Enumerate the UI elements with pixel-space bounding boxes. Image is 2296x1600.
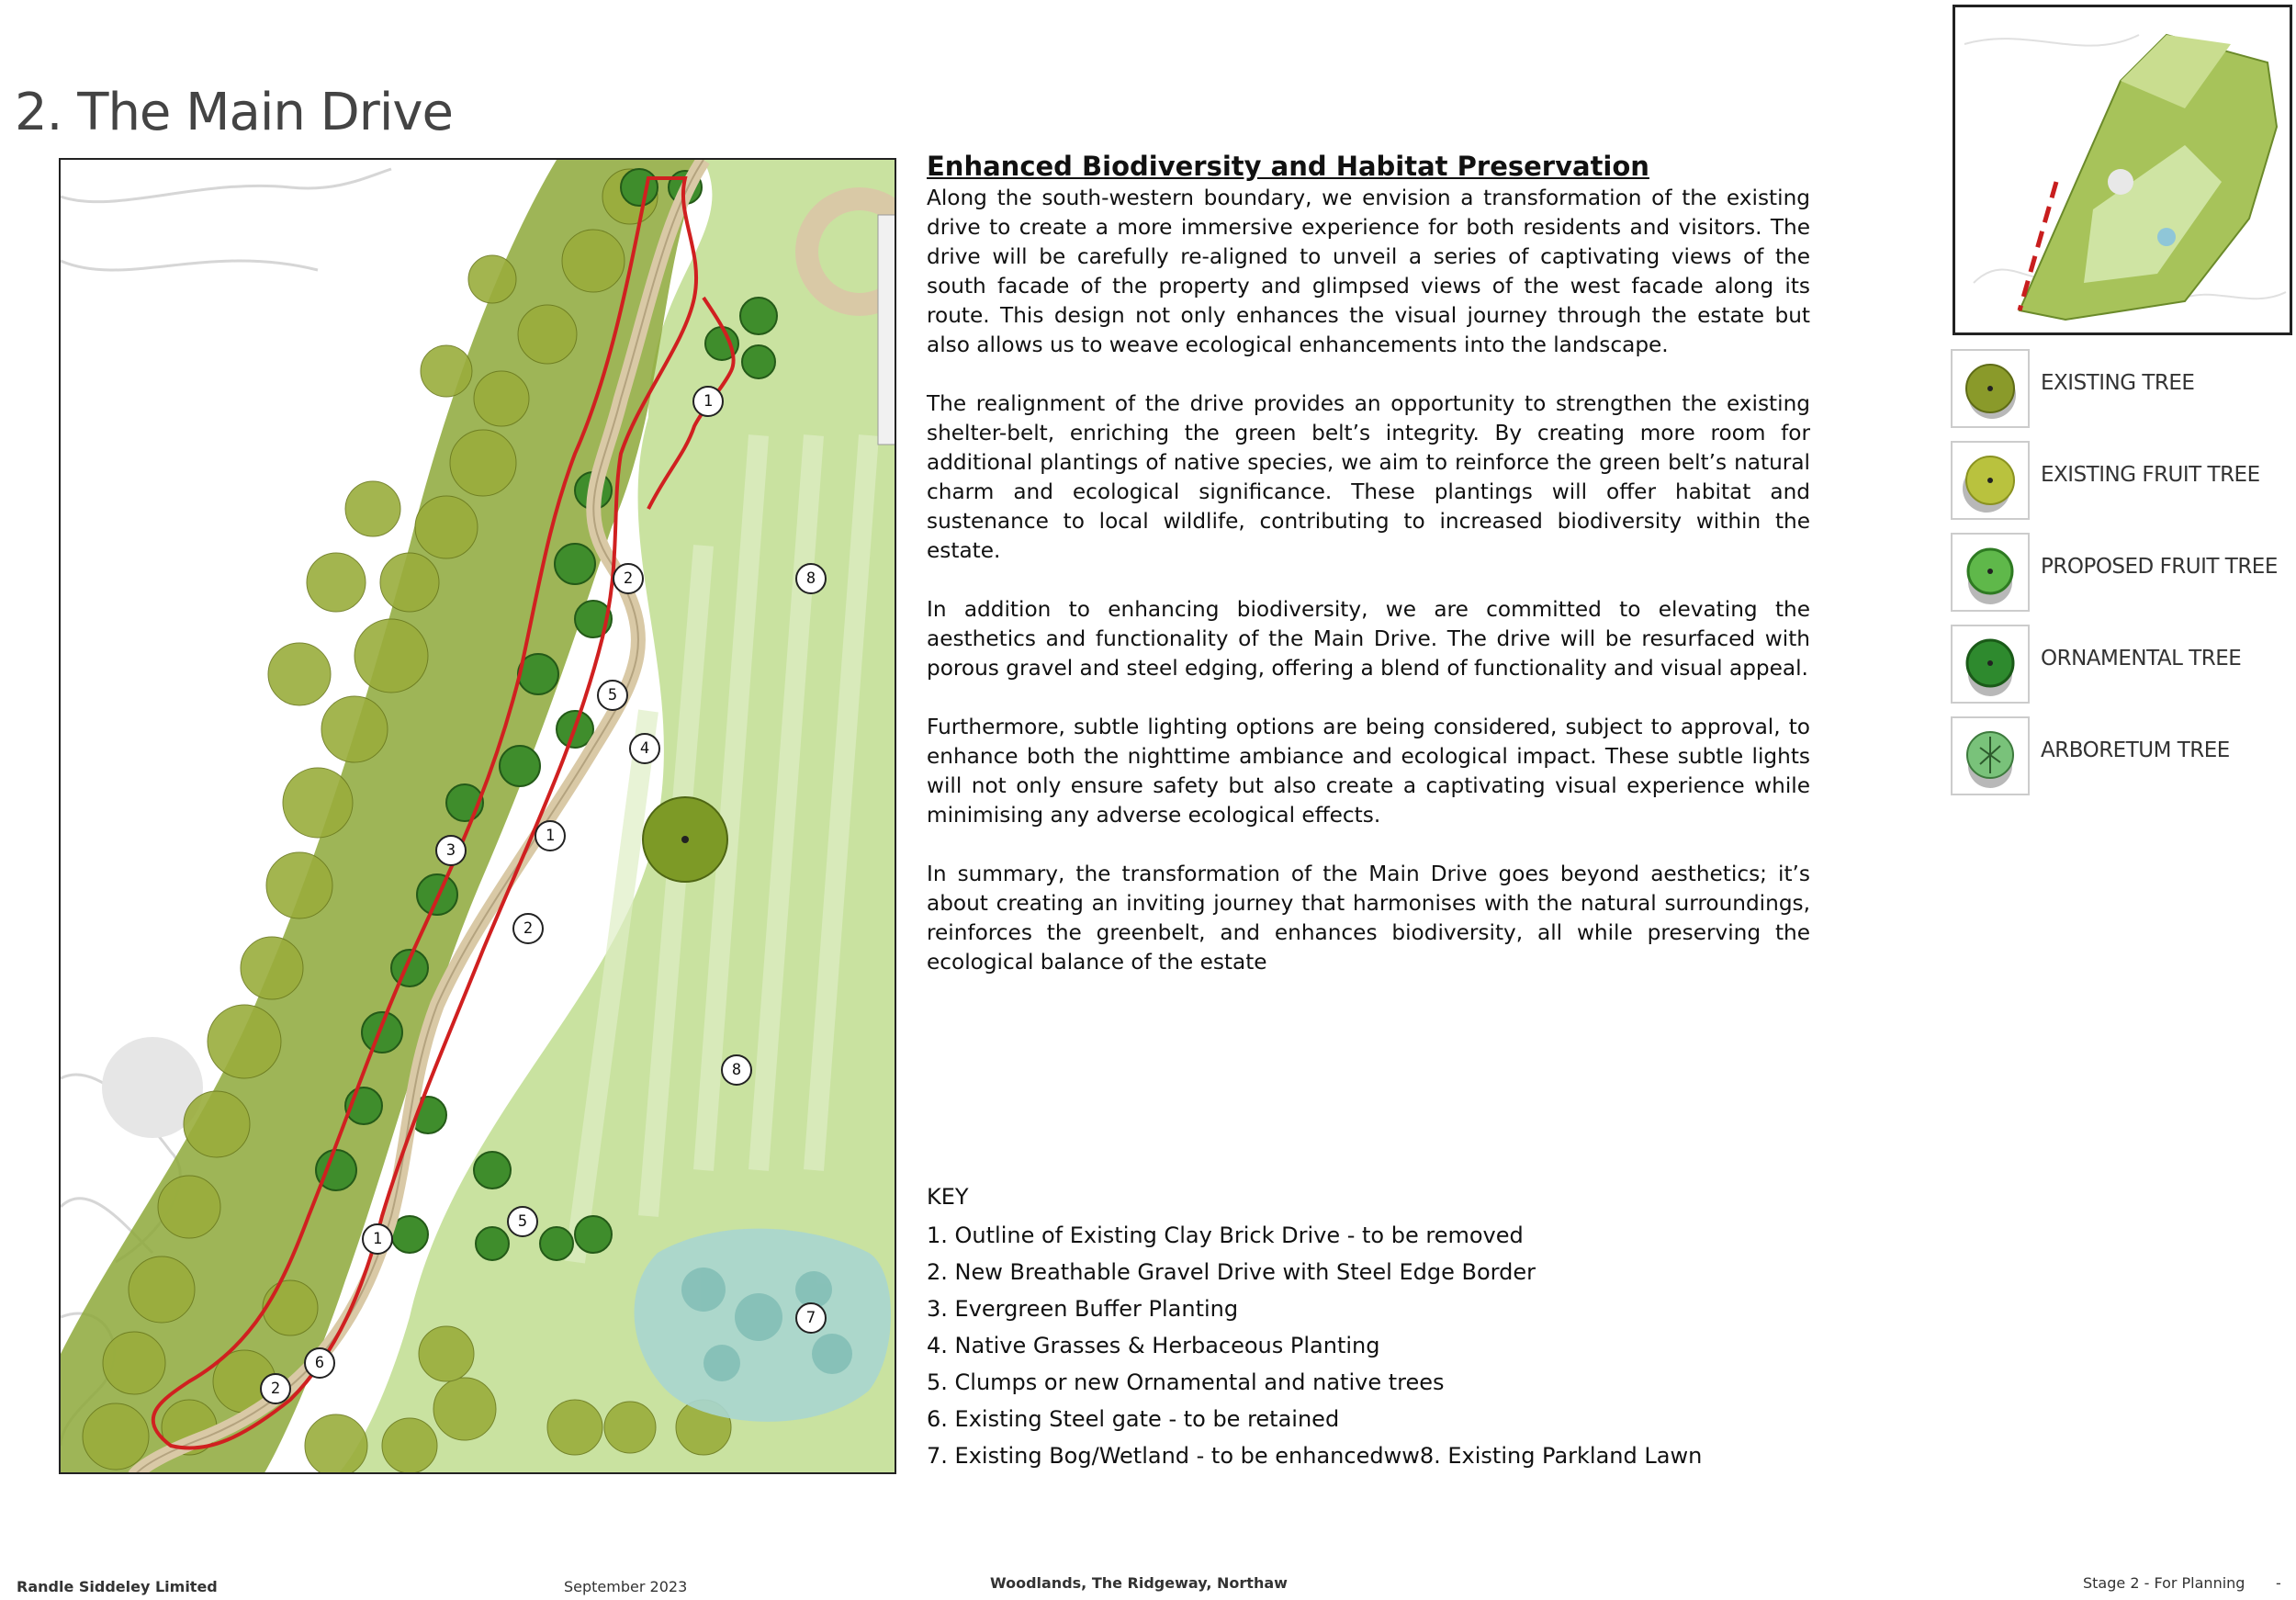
arboretum-tree-icon (1951, 716, 2030, 795)
plan-marker: 2 (613, 563, 644, 594)
key-item: 5. Clumps or new Ornamental and native trees (927, 1369, 1445, 1395)
plan-marker: 1 (535, 820, 566, 851)
key-title: KEY (927, 1184, 969, 1210)
article (927, 149, 1810, 1007)
plan-marker: 5 (507, 1206, 538, 1237)
article-paragraph: Furthermore, subtle lighting options are being considered, subject to approval, to enhance both the nighttime ambiance and ecological impact. These subtle lights will not only ensure safety but also create a captivating visual experience while minimising any adverse ecological effects. (927, 715, 1810, 828)
article-paragraph: The realignment of the drive provides an opportunity to strengthen the existing shelter-belt, enriching the green belt’s integrity. By creating more room for additional plantings of native species, we aim to reinforce the green belt’s natural charm and ecological significance. These plantings will offer habitat and sustenance to local wildlife, contributing to increased biodiversity within the estate. (927, 391, 1810, 563)
key-item: 1. Outline of Existing Clay Brick Drive - to be removed (927, 1223, 1524, 1248)
key-item: 2. New Breathable Gravel Drive with Steel Edge Border (927, 1259, 1536, 1285)
plan-markers (61, 160, 896, 1474)
plan-marker: 2 (512, 913, 544, 944)
existing-fruit-tree-icon (1951, 441, 2030, 520)
plan-marker: 8 (721, 1054, 752, 1086)
page-title: 2. The Main Drive (15, 83, 453, 142)
footer-date: September 2023 (564, 1578, 688, 1595)
legend-item (1951, 625, 2290, 716)
plan-marker: 4 (629, 733, 660, 764)
key-item: 7. Existing Bog/Wetland - to be enhancedww8. Existing Parkland Lawn (927, 1443, 1703, 1469)
proposed-fruit-tree-icon (1951, 533, 2030, 612)
footer-dash: - (2276, 1574, 2281, 1592)
tree-legend (1951, 349, 2290, 808)
key-item: 4. Native Grasses & Herbaceous Planting (927, 1333, 1380, 1358)
legend-label: EXISTING FRUIT TREE (2041, 463, 2260, 487)
plan-marker: 3 (435, 835, 467, 866)
existing-tree-icon (1951, 349, 2030, 428)
legend-label: ARBORETUM TREE (2041, 738, 2230, 762)
site-plan (59, 158, 896, 1474)
plan-marker: 7 (795, 1302, 827, 1334)
legend-label: PROPOSED FRUIT TREE (2041, 555, 2278, 579)
plan-marker: 1 (692, 386, 724, 417)
plan-marker: 5 (597, 680, 628, 711)
footer-stage: Stage 2 - For Planning (2083, 1574, 2245, 1592)
legend-item (1951, 533, 2290, 625)
article-paragraph: Along the south-western boundary, we envision a transformation of the existing drive to create a more immersive experience for both residents and visitors. The drive will be carefully re-aligned to unveil a series of captivating views of the south facade of the property and glimpsed views of the west facade along its route. This design not only enhances the visual journey through the estate but also allows us to weave ecological enhancements into the landscape. (927, 186, 1810, 357)
plan-marker: 8 (795, 563, 827, 594)
legend-label: EXISTING TREE (2041, 371, 2195, 395)
footer-company: Randle Siddeley Limited (17, 1578, 218, 1595)
key-list (927, 1180, 1702, 1474)
location-inset-map (1953, 5, 2292, 335)
plan-marker: 6 (304, 1347, 335, 1379)
key-item: 6. Existing Steel gate - to be retained (927, 1406, 1340, 1432)
key-item: 3. Evergreen Buffer Planting (927, 1296, 1239, 1322)
legend-item (1951, 716, 2290, 808)
legend-item (1951, 441, 2290, 533)
plan-marker: 1 (362, 1223, 393, 1255)
ornamental-tree-icon (1951, 625, 2030, 704)
article-paragraph: In addition to enhancing biodiversity, we are committed to elevating the aesthetics and functionality of the Main Drive. The drive will be resurfaced with porous gravel and steel edging, offering a blend of functionality and visual appeal. (927, 597, 1810, 681)
legend-item (1951, 349, 2290, 441)
plan-marker: 2 (260, 1373, 291, 1404)
footer-site: Woodlands, The Ridgeway, Northaw (990, 1574, 1288, 1592)
legend-label: ORNAMENTAL TREE (2041, 647, 2242, 670)
article-heading: Enhanced Biodiversity and Habitat Preservation (927, 151, 1649, 182)
article-paragraph: In summary, the transformation of the Main Drive goes beyond aesthetics; it’s about creating an inviting journey that harmonises with the natural surroundings, reinforces the greenbelt, and enhances biodiversity, all while preserving the ecological balance of the estate (927, 862, 1810, 975)
